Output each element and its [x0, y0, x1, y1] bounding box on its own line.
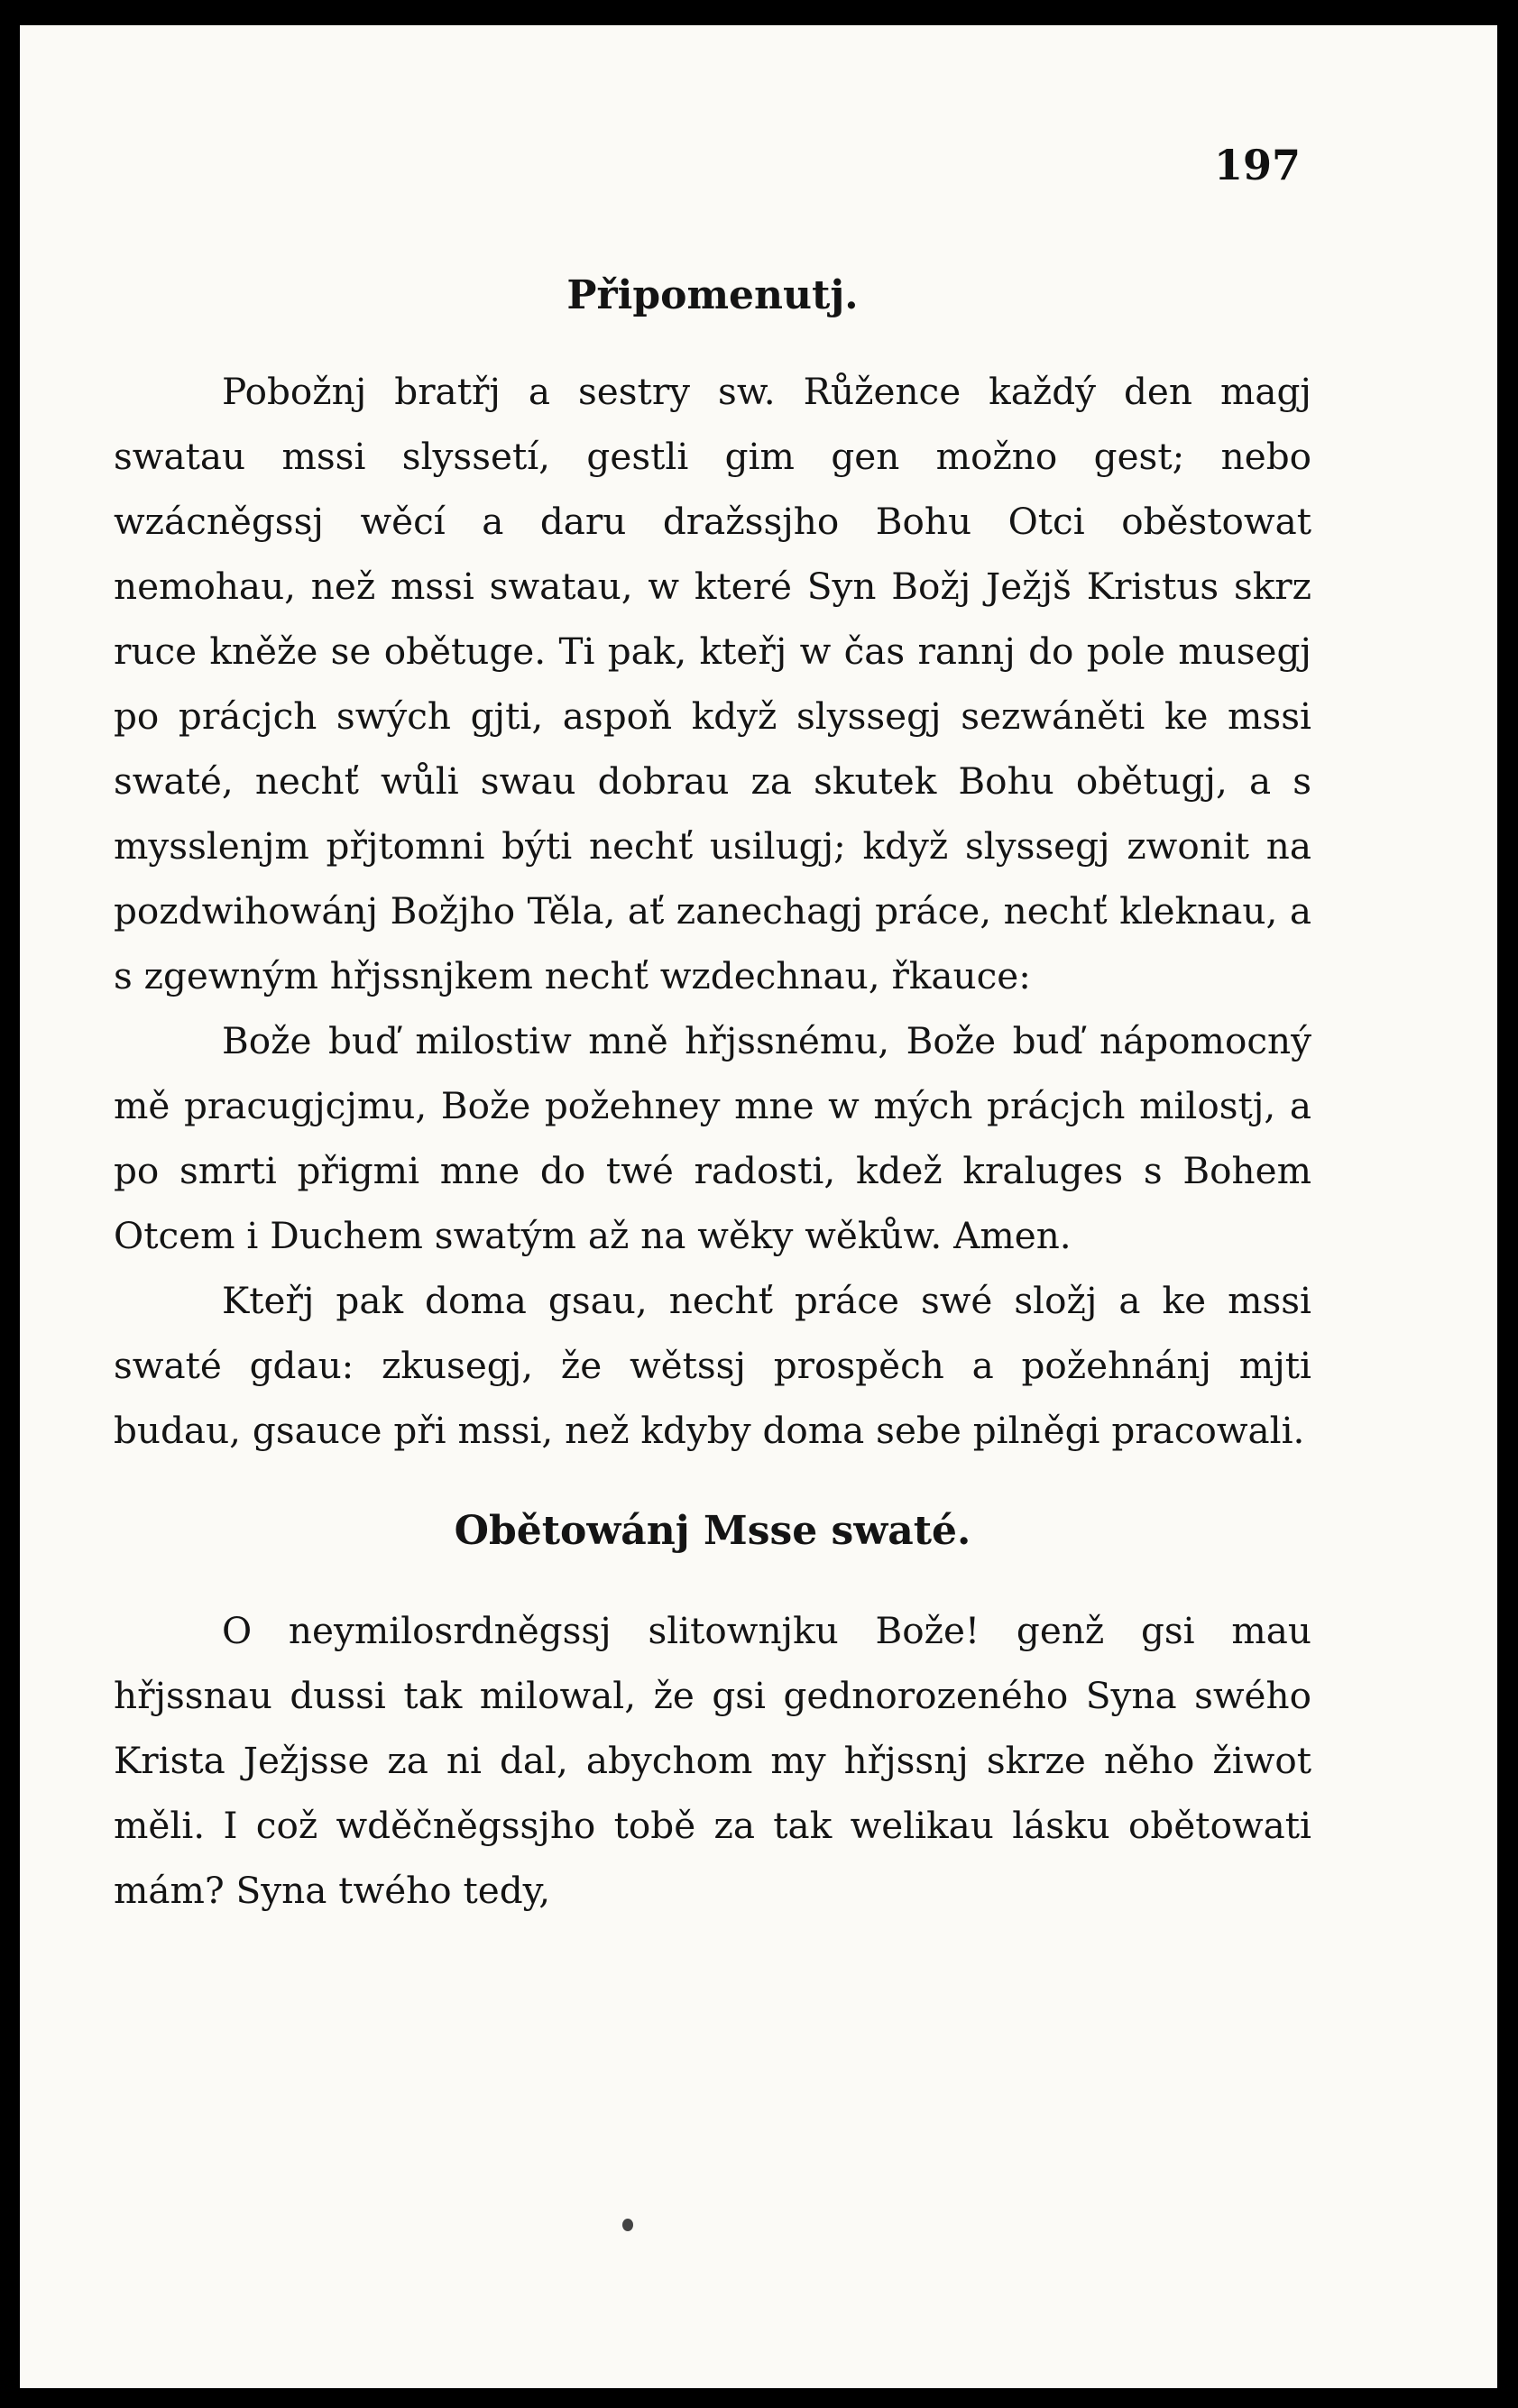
ink-speck — [622, 2219, 633, 2231]
section-heading-offering: Obětowánj Msse swaté. — [454, 1508, 971, 1554]
paragraph-prayer: Bože buď milostiw mně hřjssnému, Bože buď nápomocný mě pracugjcjmu, Bože požehney mne w mých prácjch milostj, a po smrti přigmi mne do twé radosti, kdež kraluges s Bohem Otcem i Duchem swatým až na wěky wěkůw. Amen. — [114, 1019, 1311, 1257]
paragraph-4: O neymilosrdněgssj slitownjku Bože! genž gsi mau hřjssnau dussi tak milowal, že gsi gednorozeného Syna swého Krista Ježjsse za ni dal, abychom my hřjssnj skrze něho žiwot měli. I což wděčněgssjho tobě za tak welikau lásku obětowati mám? Syna twého tedy, — [114, 1609, 1311, 1912]
page-number: 197 — [1213, 141, 1301, 189]
section-heading-reminder: Připomenutj. — [566, 272, 859, 318]
paragraph-1: Pobožnj bratřj a sestry sw. Růžence každý den magj swatau mssi slyssetí, gestli gim gen možno gest; nebo wzácněgssj wěcí a daru dražssjho Bohu Otci oběstowat nemohau, než mssi swatau, w které Syn Božj Ježjš Kristus skrz ruce kněže se obětuge. Ti pak, kteřj w čas rannj do pole musegj po prácjch swých gjti, aspoň když slyssegj sezwáněti ke mssi swaté, nechť wůli swau dobrau za skutek Bohu obětugj, a s mysslenjm přjtomni býti nechť usilugj; když slyssegj zwonit na pozdwihowánj Božjho Těla, ať zanechagj práce, nechť kleknau, a s zgewným hřjssnjkem nechť wzdechnau, řkauce: — [114, 370, 1311, 997]
paragraph-3: Kteřj pak doma gsau, nechť práce swé složj a ke mssi swaté gdau: zkusegj, že wětssj prospěch a požehnánj mjti budau, gsauce při mssi, než kdyby doma sebe pilněgi pracowali. — [114, 1279, 1311, 1452]
book-page — [20, 25, 1497, 2388]
page-text — [114, 267, 1311, 1923]
